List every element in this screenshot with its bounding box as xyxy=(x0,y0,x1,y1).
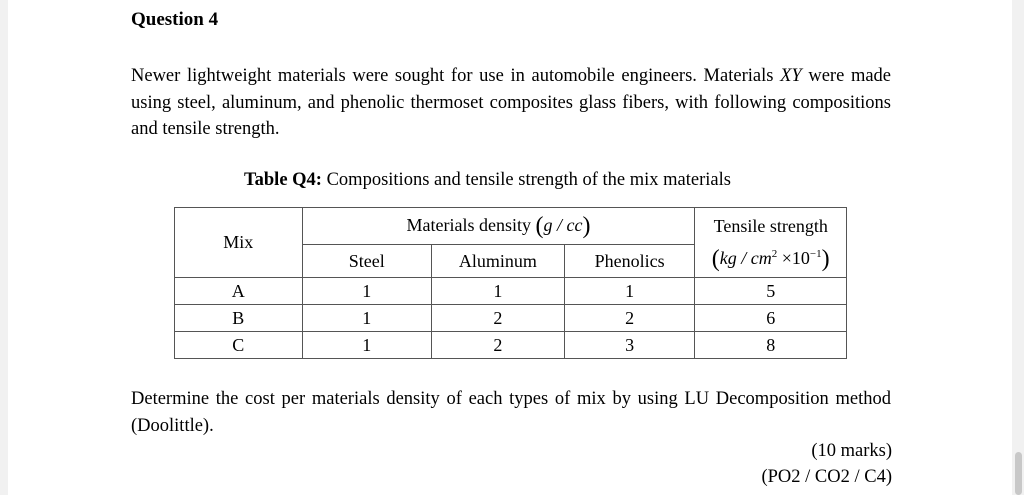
table-row xyxy=(175,332,847,359)
cell-steel: 1 xyxy=(302,278,432,305)
cell-tensile: 8 xyxy=(695,332,847,359)
cell-mix: C xyxy=(175,332,303,359)
density-unit: g / cc xyxy=(543,214,583,235)
composition-table xyxy=(174,207,847,359)
header-tensile-label: Tensile strength xyxy=(713,216,828,236)
table-caption xyxy=(244,170,731,191)
header-tensile xyxy=(695,208,847,278)
cell-mix: A xyxy=(175,278,303,305)
cell-steel: 1 xyxy=(302,305,432,332)
cell-tensile: 6 xyxy=(695,305,847,332)
materials-name: XY xyxy=(780,66,802,86)
scrollbar-thumb[interactable] xyxy=(1015,452,1022,495)
table-row xyxy=(175,305,847,332)
cell-phenolics: 1 xyxy=(564,278,695,305)
cell-aluminum: 2 xyxy=(432,332,565,359)
header-density: Materials density (g / cc) xyxy=(302,208,695,245)
table-row xyxy=(175,278,847,305)
cell-mix: B xyxy=(175,305,303,332)
scrollbar-track[interactable] xyxy=(1012,0,1024,495)
cell-tensile: 5 xyxy=(695,278,847,305)
header-steel: Steel xyxy=(302,245,432,278)
cell-aluminum: 2 xyxy=(432,305,565,332)
page-margin-left xyxy=(0,0,8,495)
marks-label: (10 marks) xyxy=(811,441,892,461)
intro-part2: were made using steel, aluminum, and phenolic thermoset composites glass fibers, with following compositions and tensile strength. xyxy=(131,66,892,139)
tensile-unit: $(kg / cm^2 \times 10^{-1})$ xyxy=(711,246,830,272)
outcomes-label: (PO2 / CO2 / C4) xyxy=(761,467,892,487)
table-caption-label: Table Q4: xyxy=(244,170,322,190)
cell-aluminum: 1 xyxy=(432,278,565,305)
cell-phenolics: 3 xyxy=(564,332,695,359)
task-text: Determine the cost per materials density of each types of mix by using LU Decomposition method (Doolittle). xyxy=(131,389,891,436)
header-phenolics: Phenolics xyxy=(564,245,695,278)
cell-phenolics: 2 xyxy=(564,305,695,332)
header-aluminum: Aluminum xyxy=(432,245,565,278)
question-intro xyxy=(131,63,891,143)
header-mix: Mix xyxy=(175,208,303,278)
question-title: Question 4 xyxy=(131,9,219,30)
intro-part1: Newer lightweight materials were sought for use in automobile engineers. Materials xyxy=(131,66,774,86)
cell-steel: 1 xyxy=(302,332,432,359)
table-caption-text: Compositions and tensile strength of the mix materials xyxy=(326,170,731,190)
